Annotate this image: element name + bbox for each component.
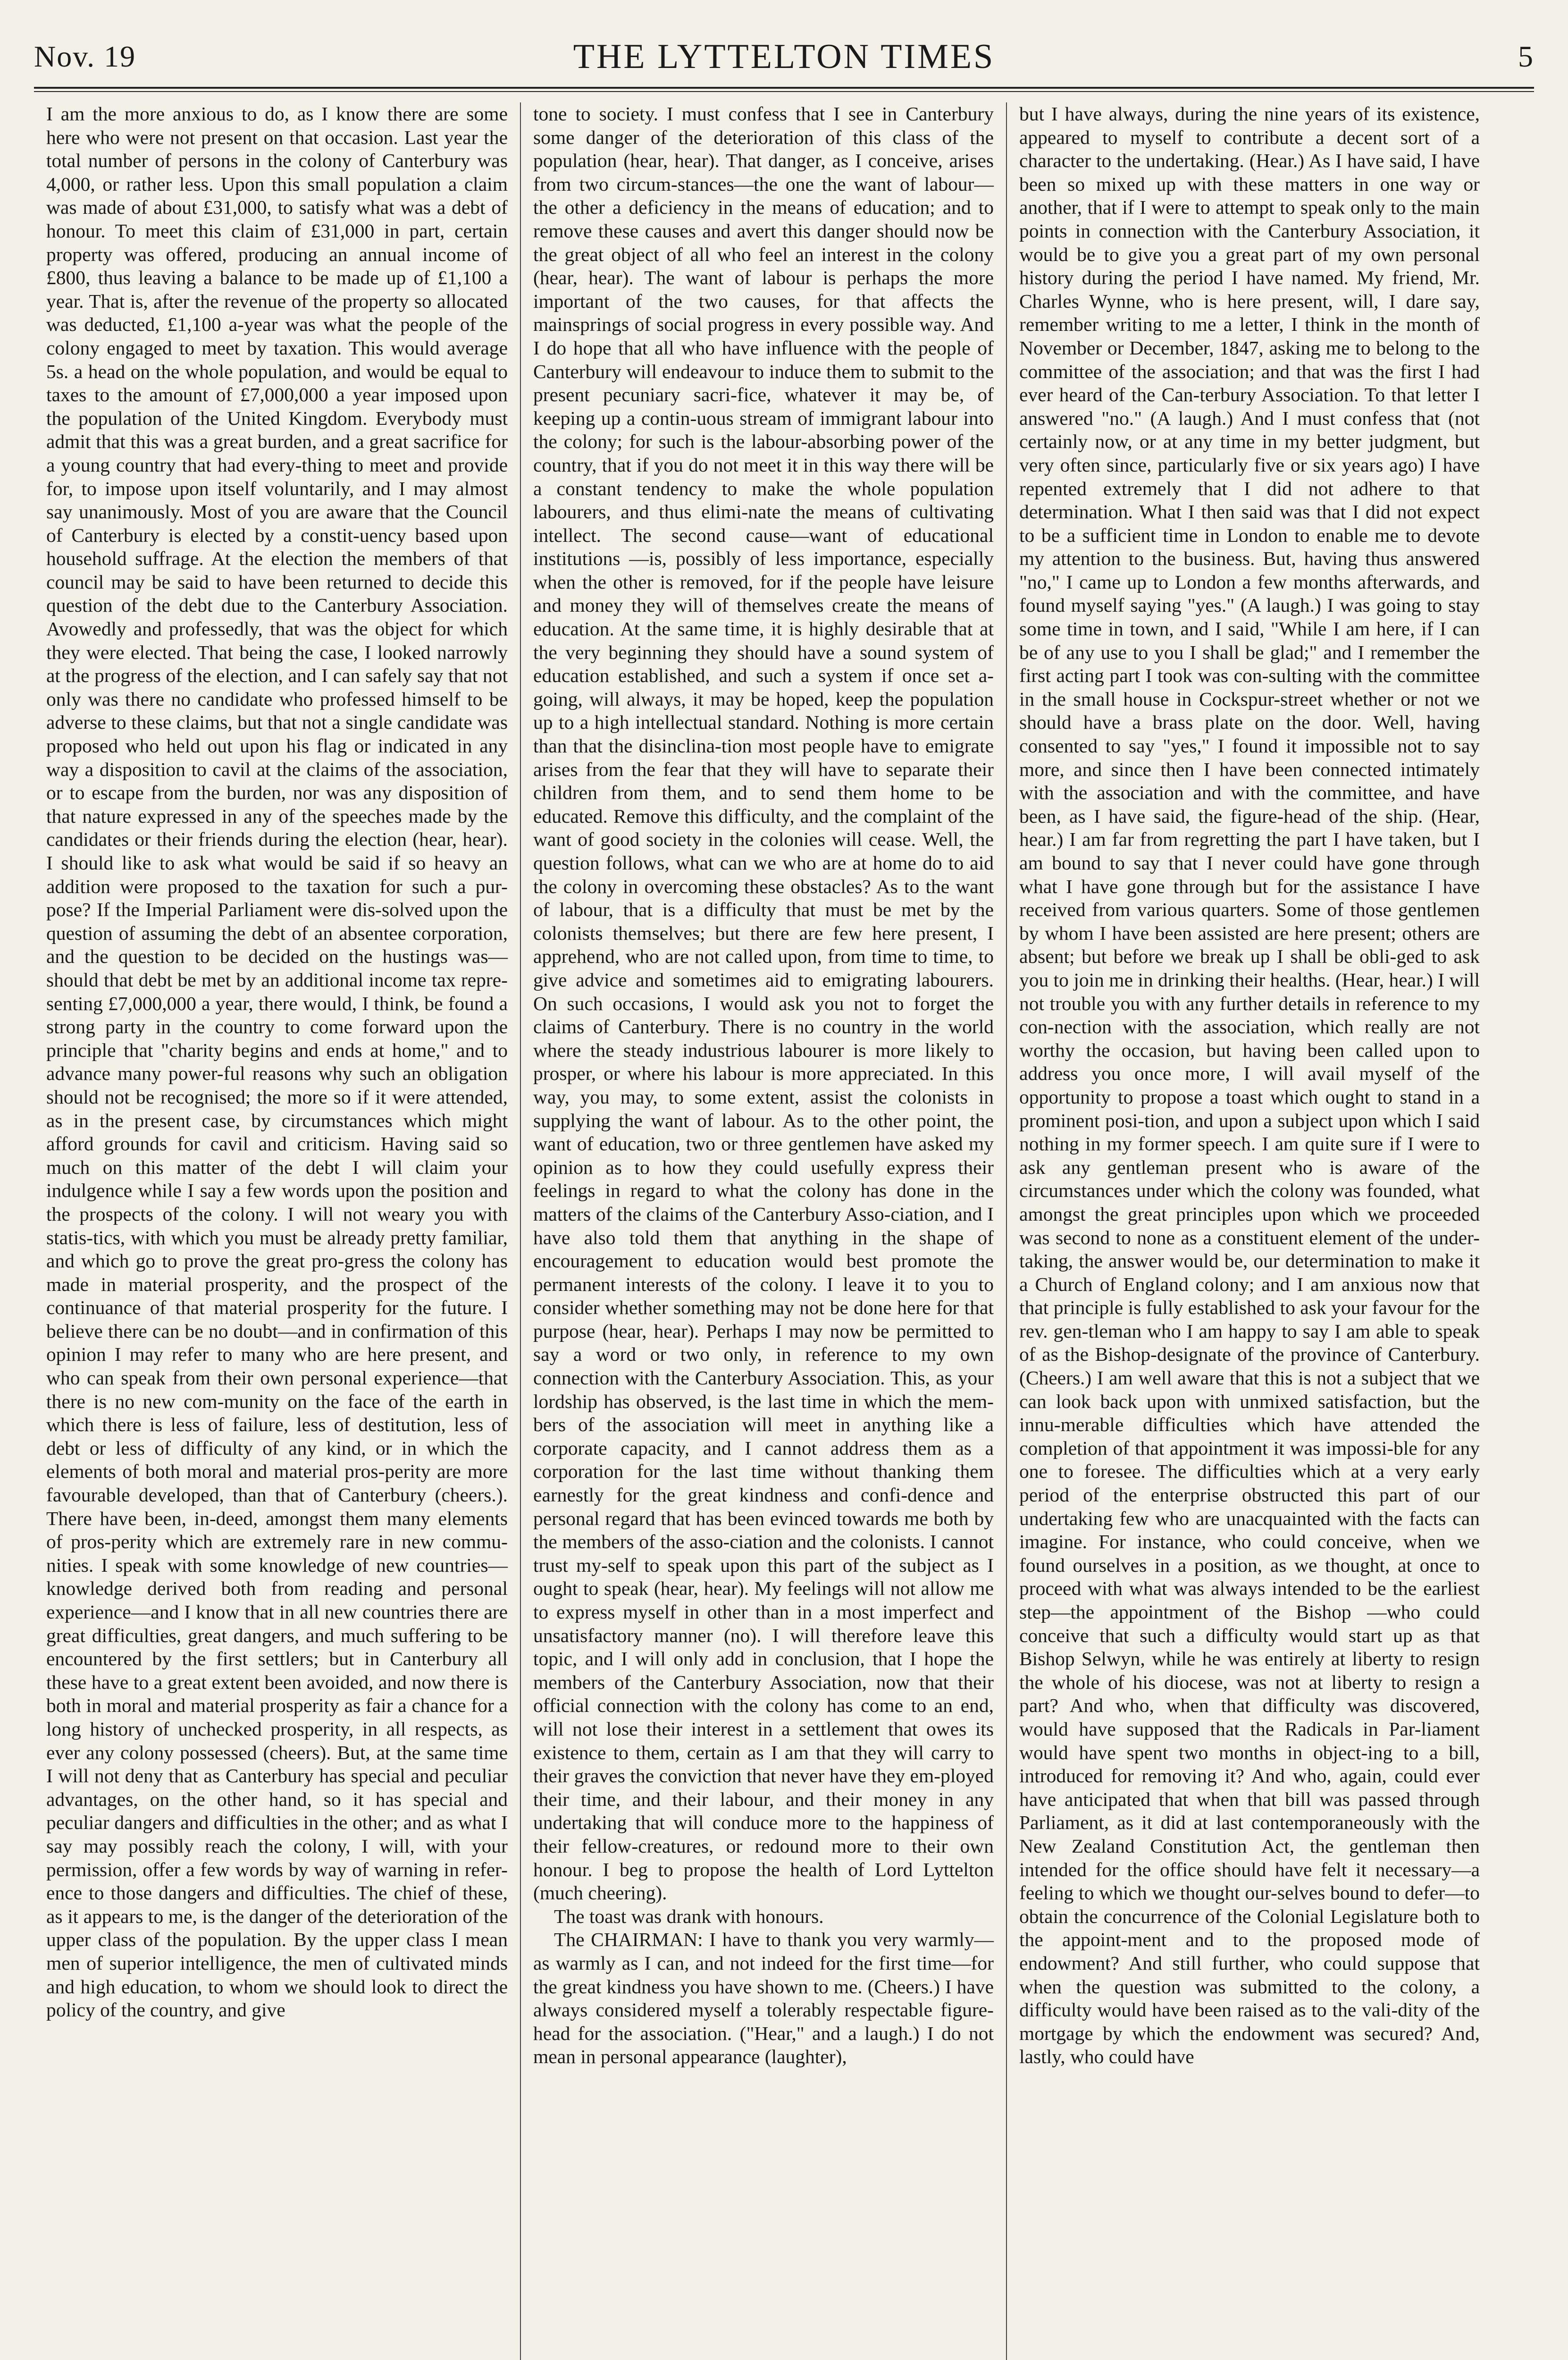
column-2-paragraph-3: The CHAIRMAN: I have to thank you very warmly—as warmly as I can, and not indeed for the first time—for the great kindness you have shown to me. (Cheers.) I have always considered myself a tolerably respectable figure-head for the association. ("Hear," and a laugh.) I do not mean in personal appearance (laughter), [533, 1929, 994, 2068]
page-number: 5 [1518, 40, 1534, 73]
column-1-paragraph-1: I am the more anxious to do, as I know there are some here who were not present on that occasion. Last year the total number of persons in the colony of Canterbury was 4,000, or rather less. Upon this small population a claim was made of about £31,000, to satisfy what was a debt of honour. To meet this claim of £31,000 in part, certain property was offered, producing an annual income of £800, thus leaving a balance to be made up of £1,100 a year. That is, after the revenue of the property so allocated was deducted, £1,100 a-year was what the people of the colony engaged to meet by taxation. This would average 5s. a head on the whole population, and would be equal to taxes to the amount of £7,000,000 a year imposed upon the population of the United Kingdom. Everybody must admit that this was a great burden, and a great sacrifice for a young country that had every-thing to meet and provide for, to impose upon itself voluntarily, and I may almost say unanimously. Most of you are aware that the Council of Canterbury is elected by a constit-uency based upon household suffrage. At the election the members of that council may be said to have been returned to decide this question of the debt due to the Canterbury Association. Avowedly and professedly, that was the object for which they were elected. That being the case, I looked narrowly at the progress of the election, and I can safely say that not only was there no candidate who professed himself to be adverse to these claims, but that not a single candidate was proposed who held out upon his flag or indicated in any way a disposition to cavil at the claims of the association, or to escape from the burden, nor was any disposition of that nature expressed in any of the speeches made by the candidates or their friends during the election (hear, hear). I should like to ask what would be said if so heavy an addition were proposed to the taxation for such a pur-pose? If the Imperial Parliament were dis-solved upon the question of assuming the debt of an absentee corporation, and the question to be decided on the hustings was—should that debt be met by an additional income tax repre-senting £7,000,000 a year, there would, I think, be found a strong party in the country to come forward upon the principle that "charity begins and ends at home," and to advance many power-ful reasons why such an obligation should not be recognised; the more so if it were attended, as in the present case, by circumstances which might afford grounds for cavil and criticism. Having said so much on this matter of the debt I will claim your indulgence while I say a few words upon the position and the prospects of the colony. I will not weary you with statis-tics, with which you must be already pretty familiar, and which go to prove the great pro-gress the colony has made in material prosperity, and the prospect of the continuance of that material prosperity for the future. I believe there can be no doubt—and in confirmation of this opinion I may refer to many who are here present, and who can speak from their own personal experience—that there is no new com-munity on the face of the earth in which there is less of failure, less of destitution, less of debt or less of difficulty of any kind, or in which the elements of both moral and material pros-perity are more favourable developed, than that of Canterbury (cheers.). There have been, in-deed, amongst them many elements of pros-perity which are extremely rare in new commu-nities. I speak with some knowledge of new countries—knowledge derived both from reading and personal experience—and I know that in all new countries there are great difficulties, great dangers, and much suffering to be encountered by the first settlers; but in Canterbury all these have to a great extent been avoided, and now there is both in moral and material prosperity as fair a chance for a long history of unchecked prosperity, in all respects, as ever any colony possessed (cheers). But, at the same time I will not deny that as Canterbury has special and peculiar advantages, on the other hand, so it has special and peculiar dangers and difficulties in the other; and as what I say may possibly reach the colony, I will, with your permission, offer a few words by way of warning in refer-ence to those dangers and difficulties. The chief of these, as it appears to me, is the danger of the deterioration of the upper class of the population. By the upper class I mean men of superior intelligence, the men of cultivated minds and high education, to whom we should look to direct the policy of the country, and give [46, 103, 508, 2021]
column-2 [520, 102, 1006, 2360]
column-2-paragraph-1: tone to society. I must confess that I see in Canterbury some danger of the deterioration of this class of the population (hear, hear). That danger, as I conceive, arises from two circum-stances—the one the want of labour—the other a deficiency in the means of education; and to remove these causes and avert this danger should now be the great object of all who feel an interest in the colony (hear, hear). The want of labour is perhaps the more important of the two causes, for that affects the mainsprings of social progress in every possible way. And I do hope that all who have influence with the people of Canterbury will endeavour to induce them to submit to the present pecuniary sacri-fice, whatever it may be, of keeping up a contin-uous stream of immigrant labour into the colony; for such is the labour-absorbing power of the country, that if you do not meet it in this way there will be a constant tendency to make the whole population labourers, and thus elimi-nate the means of cultivating intellect. The second cause—want of educational institutions —is, possibly of less importance, especially when the other is removed, for if the people have leisure and money they will of themselves create the means of education. At the same time, it is highly desirable that at the very beginning they should have a sound system of education established, and such a system if once set a-going, will always, it may be hoped, keep the population up to a high intellectual standard. Nothing is more certain than that the disinclina-tion most people have to emigrate arises from the fear that they will have to separate their children from them, and to send them home to be educated. Remove this difficulty, and the complaint of the want of good society in the colonies will cease. Well, the question follows, what can we who are at home do to aid the colony in overcoming these obstacles? As to the want of labour, that is a difficulty that must be met by the colonists themselves; but there are few here present, I apprehend, who are not called upon, from time to time, to give advice and sometimes aid to emigrating labourers. On such occasions, I would ask you not to forget the claims of Canterbury. There is no country in the world where the steady industrious labourer is more likely to prosper, or where his labour is more appreciated. In this way, you may, to some extent, assist the colonists in supplying the want of labour. As to the other point, the want of education, two or three gentlemen have asked my opinion as to how they could usefully express their feelings in regard to what the colony has done in the matters of the claims of the Canterbury Asso-ciation, and I have also told them that anything in the shape of encouragement to education would best promote the permanent interests of the colony. I leave it to you to consider whether something may not be done here for that purpose (hear, hear). Perhaps I may now be permitted to say a word or two only, in reference to my own connection with the Canterbury Association. This, as your lordship has observed, is the last time in which the mem-bers of the association will meet in anything like a corporate capacity, and I cannot address them as a corporation for the last time without thanking them earnestly for the great kindness and confi-dence and personal regard that has been evinced towards me both by the members of the asso-ciation and the colonists. I cannot trust my-self to speak upon this part of the subject as I ought to speak (hear, hear). My feelings will not allow me to express myself in other than in a most imperfect and unsatisfactory manner (no). I will therefore leave this topic, and I will only add in conclusion, that I hope the members of the Canterbury Association, now that their official connection with the colony has come to an end, will not lose their interest in a settlement that owes its existence to them, certain as I am that they will carry to their graves the conviction that never have they em-ployed their time, and their labour, and their money in any undertaking that will conduce more to the happiness of their fellow-creatures, or redound more to their own honour. I beg to propose the health of Lord Lyttelton (much cheering). [533, 103, 994, 1904]
newspaper-title: THE LYTTELTON TIMES [573, 37, 995, 76]
page-header [34, 28, 1534, 85]
article-columns [34, 102, 1534, 2360]
header-rule [34, 87, 1534, 92]
column-3 [1006, 102, 1492, 2360]
column-1 [34, 102, 520, 2360]
issue-date: Nov. 19 [34, 40, 136, 73]
column-3-paragraph-1: but I have always, during the nine years of its existence, appeared to myself to contribute a decent sort of a character to the undertaking. (Hear.) As I have said, I have been so mixed up with these matters in one way or another, that if I were to attempt to speak only to the main points in connection with the Canterbury Association, it would be to give you a great part of my own personal history during the period I have named. My friend, Mr. Charles Wynne, who is here present, will, I dare say, remember writing to me a letter, I think in the month of November or December, 1847, asking me to belong to the committee of the association; and that was the first I had ever heard of the Can-terbury Association. To that letter I answered "no." (A laugh.) And I must confess that (not certainly now, or at any time in my better judgment, but very often since, particularly five or six years ago) I have repented extremely that I did not adhere to that determination. What I then said was that I did not expect to be a sufficient time in London to enable me to devote my attention to the business. But, having thus answered "no," I came up to London a few months afterwards, and found myself saying "yes." (A laugh.) I was going to stay some time in town, and I said, "While I am here, if I can be of any use to you I shall be glad;" and I remember the first acting part I took was con-sulting with the committee in the small house in Cockspur-street whether or not we should have a brass plate on the door. Well, having consented to say "yes," I found it impossible not to say more, and since then I have been connected intimately with the association and with the committee, and have been, as I have said, the figure-head of the ship. (Hear, hear.) I am far from regretting the part I have taken, but I am bound to say that I never could have gone through what I have gone through but for the assistance I have received from various quarters. Some of those gentlemen by whom I have been assisted are here present; others are absent; but before we break up I shall be obli-ged to ask you to join me in drinking their healths. (Hear, hear.) I will not trouble you with any further details in reference to my con-nection with the association, which really are not worthy the occasion, but having been called upon to address you once more, I will avail myself of the opportunity to propose a toast which ought to stand in a prominent posi-tion, and upon a subject upon which I said nothing in my former speech. I am quite sure if I were to ask any gentleman present who is aware of the circumstances under which the colony was founded, what amongst the great principles upon which we proceeded was second to none as a constituent element of the under-taking, the answer would be, our determination to make it a Church of England colony; and I am anxious now that that principle is fully established to ask your favour for the rev. gen-tleman who I am happy to say I am able to speak of as the Bishop-designate of the province of Canterbury. (Cheers.) I am well aware that this is not a subject that we can look back upon with unmixed satisfaction, but the innu-merable difficulties which have attended the completion of that appointment it was impossi-ble for any one to foresee. The difficulties which at a very early period of the enterprise obstructed this part of our undertaking few who are unacquainted with the facts can imagine. For instance, who could conceive, when we found ourselves in a position, as we thought, at once to proceed with what was always intended to be the earliest step—the appointment of the Bishop —who could conceive that such a difficulty would start up as that Bishop Selwyn, while he was entirely at liberty to resign the whole of his diocese, was not at liberty to resign a part? And who, when that difficulty was discovered, would have supposed that the Radicals in Par-liament would have spent two months in object-ing to a bill, introduced for removing it? And who, again, could ever have anticipated that when that bill was passed through Parliament, as it did at last contemporaneously with the New Zealand Constitution Act, the gentleman then intended for the office should have felt it necessary—a feeling to which we thought our-selves bound to defer—to obtain the concurrence of the Colonial Legislature both to the appoint-ment and to the proposed mode of endowment? And still further, who could suppose that when the question was submitted to the colony, a difficulty would have been raised as to the vali-dity of the mortgage by which the endowment was secured? And, lastly, who could have [1019, 103, 1480, 2068]
column-2-paragraph-2: The toast was drank with honours. [554, 1905, 824, 1927]
